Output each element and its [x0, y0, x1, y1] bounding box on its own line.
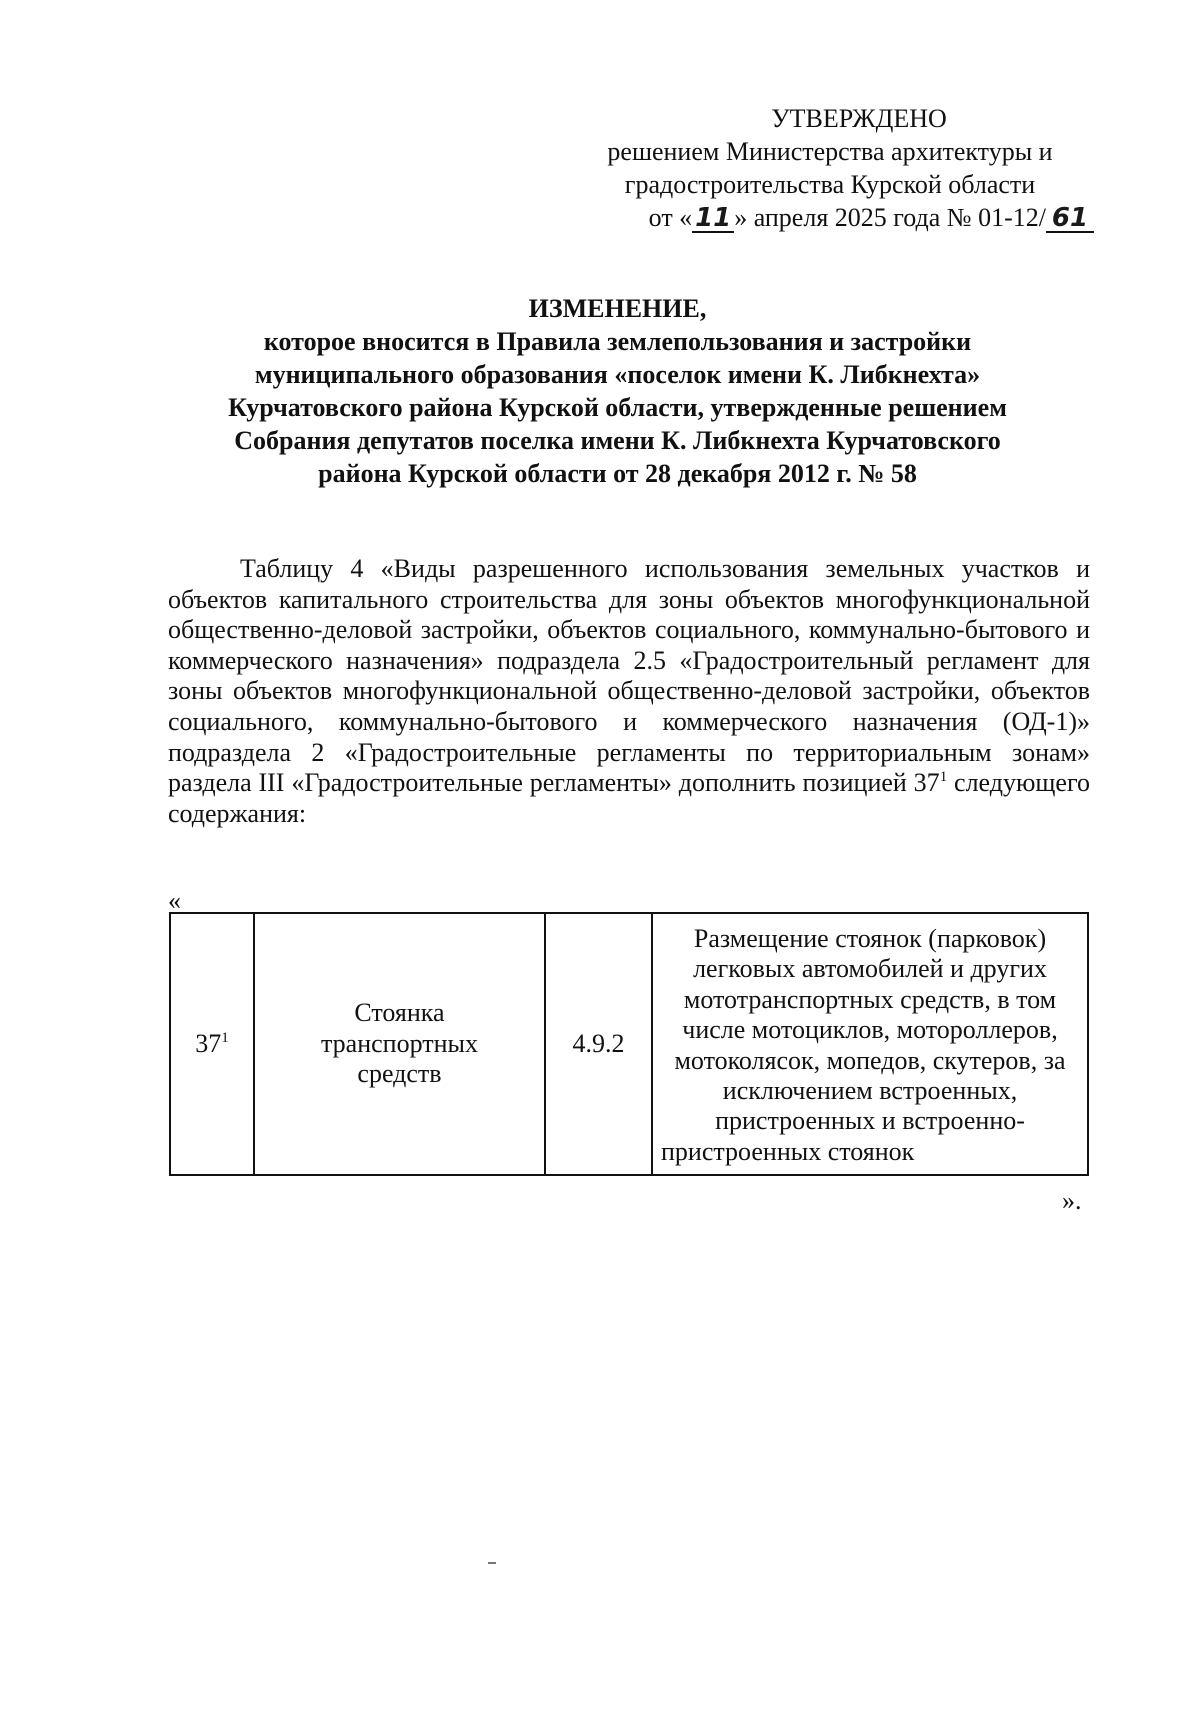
approval-authority-line-2: градостроительства Курской области — [624, 170, 1036, 199]
approval-authority-line-1: решением Министерства архитектуры и — [607, 137, 1053, 166]
use-name-line: средств — [357, 1059, 442, 1089]
cell-position-number — [170, 913, 254, 1175]
opening-quote: « — [168, 886, 181, 915]
title-line: которое вносится в Правила землепользования и застройки — [263, 327, 972, 356]
scan-mark — [488, 1562, 496, 1564]
title-line: Курчатовского района Курской области, утвержденные решением — [228, 393, 1007, 422]
use-name-line: Стоянка — [354, 998, 445, 1028]
inserted-table — [169, 912, 1089, 1176]
title-line: Собрания депутатов поселка имени К. Либкнехта Курчатовского — [234, 426, 1001, 455]
cell-use-code: 4.9.2 — [545, 913, 652, 1175]
body-superscript: 1 — [939, 769, 948, 786]
use-name-line: транспортных — [321, 1028, 478, 1058]
title-heading: ИЗМЕНЕНИЕ, — [528, 294, 707, 323]
closing-quote: ». — [1062, 1186, 1082, 1215]
approval-heading: УТВЕРЖДЕНО — [771, 104, 947, 133]
position-number: 37 — [195, 1028, 222, 1058]
handwritten-day: 11 — [692, 205, 734, 233]
body-paragraph — [168, 554, 1090, 829]
body-ending: следующего содержания: — [168, 768, 1090, 828]
date-prefix: от « — [648, 203, 693, 232]
title-line: муниципального образования «поселок имени К. Либкнехта» — [254, 360, 981, 389]
table-row — [170, 913, 1088, 1175]
date-middle: » апреля 2025 года № 01-12/ — [734, 203, 1046, 232]
body-text: Таблицу 4 «Виды разрешенного использования земельных участков и объектов капитального строительства для зоны объектов многофункциональной общественно-деловой застройки, объектов социального, коммунально-бытового и коммерческого назначения» подраздела 2.5 «Градостроительный регламент для зоны объектов многофункциональной общественно-деловой застройки, объектов социального, коммунально-бытового и коммерческого назначения (ОД-1)» подраздела 2 «Градостроительные регламенты по территориальным зонам» раздела III «Градостроительные регламенты» дополнить позицией 37 — [168, 554, 1090, 798]
title-subtitle — [150, 325, 1085, 490]
approval-stamp — [560, 102, 1100, 234]
approval-date-line — [560, 201, 1100, 234]
document-title — [150, 292, 1085, 490]
title-line: района Курской области от 28 декабря 2012 г. № 58 — [318, 459, 917, 488]
cell-use-name — [254, 913, 545, 1175]
handwritten-decision-number: 61 — [1046, 205, 1094, 233]
position-superscript: 1 — [221, 1029, 229, 1046]
cell-use-description: Размещение стоянок (парковок) легковых автомобилей и других мототранспортных средств, в том числе мотоциклов, мотороллеров, мотоколясок, мопедов, скутеров, за исключением встроенных, пристроенных и встроенно-пристроенных стоянок — [652, 913, 1088, 1175]
